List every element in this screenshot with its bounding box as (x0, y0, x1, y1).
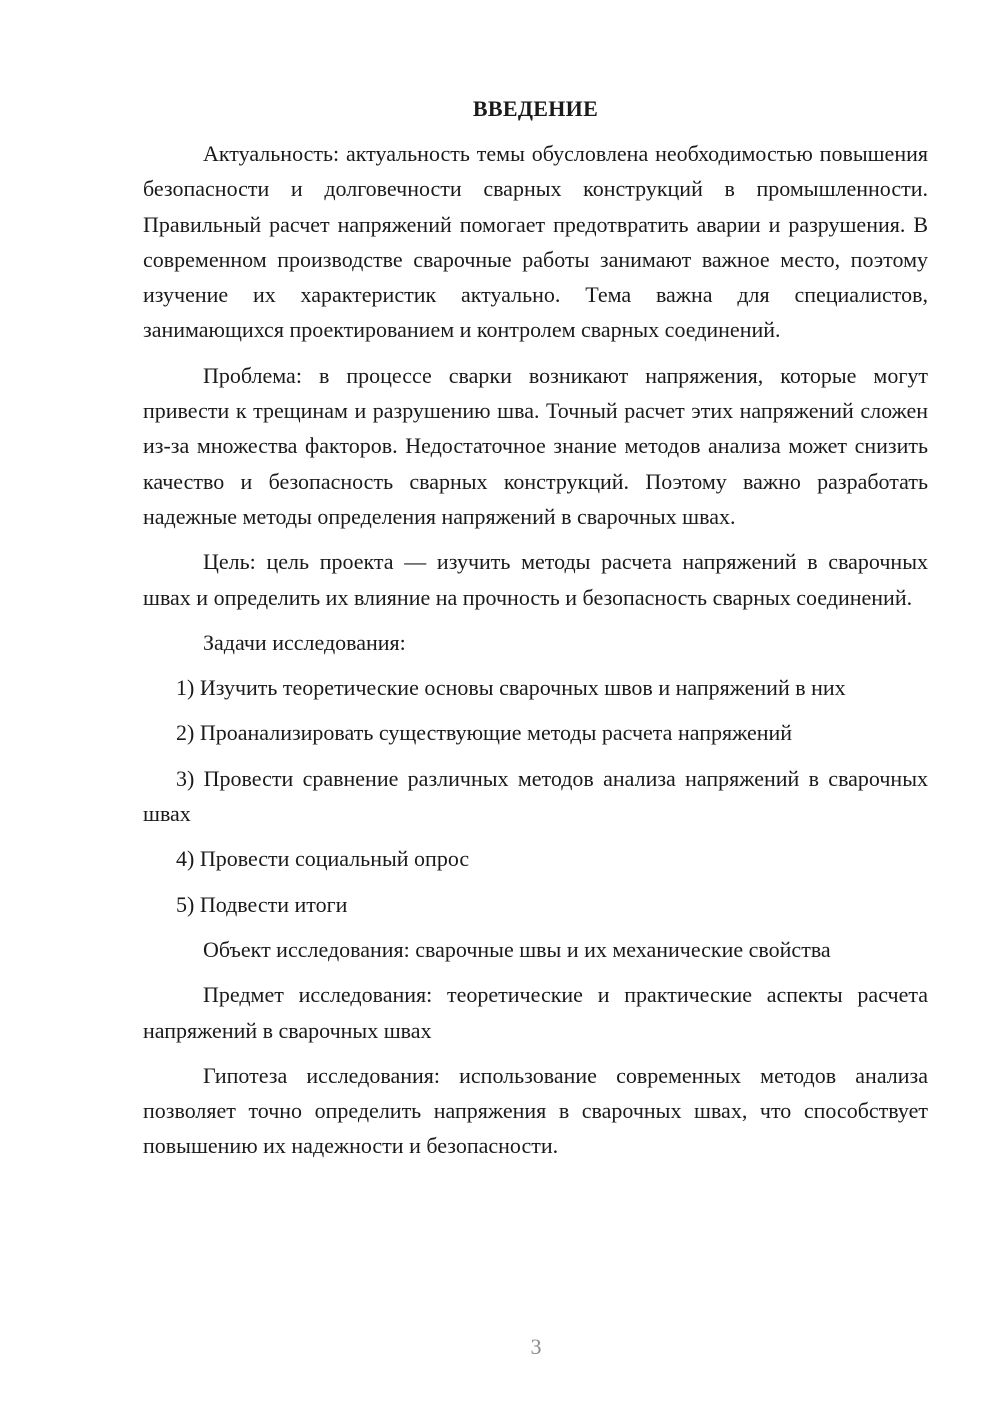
page-heading: ВВЕДЕНИЕ (472, 96, 599, 121)
relevance-paragraph: Актуальность: актуальность темы обусловлена необходимостью повышения безопасности и долговечности сварных конструкций в промышленности. Правильный расчет напряжений помогает предотвратить аварии и разрушения. В современном производстве сварочные работы занимают важное место, поэтому изучение их характеристик актуально. Тема важна для специалистов, занимающихся проектированием и контролем сварных соединений. (143, 141, 928, 343)
task-item-1: 1) Изучить теоретические основы сварочных швов и напряжений в них (176, 675, 846, 701)
task-item-3: 3) Провести сравнение различных методов анализа напряжений в сварочных швах (143, 765, 928, 827)
object-paragraph: Объект исследования: сварочные швы и их механические свойства (203, 936, 831, 962)
hypothesis-paragraph: Гипотеза исследования: использование современных методов анализа позволяет точно определить напряжения в сварочных швах, что способствует повышению их надежности и безопасности. (143, 1062, 928, 1159)
goal-paragraph: Цель: цель проекта — изучить методы расчета напряжений в сварочных швах и определить их влияние на прочность и безопасность сварных соединений. (143, 549, 928, 610)
task-item-4: 4) Провести социальный опрос (176, 846, 470, 872)
task-item-2: 2) Проанализировать существующие методы расчета напряжений (176, 720, 793, 746)
page-number: 3 (530, 1334, 542, 1359)
problem-paragraph: Проблема: в процессе сварки возникают напряжения, которые могут привести к трещинам и разрушению шва. Точный расчет этих напряжений сложен из-за множества факторов. Недостаточное знание методов анализа может снизить качество и безопасность сварных конструкций. Поэтому важно разработать надежные методы определения напряжений в сварочных швах. (143, 362, 928, 529)
tasks-heading: Задачи исследования: (203, 629, 406, 655)
task-item-5: 5) Подвести итоги (176, 891, 348, 917)
subject-paragraph: Предмет исследования: теоретические и практические аспекты расчета напряжений в сварочных швах (143, 982, 928, 1043)
page-content (143, 94, 928, 1174)
